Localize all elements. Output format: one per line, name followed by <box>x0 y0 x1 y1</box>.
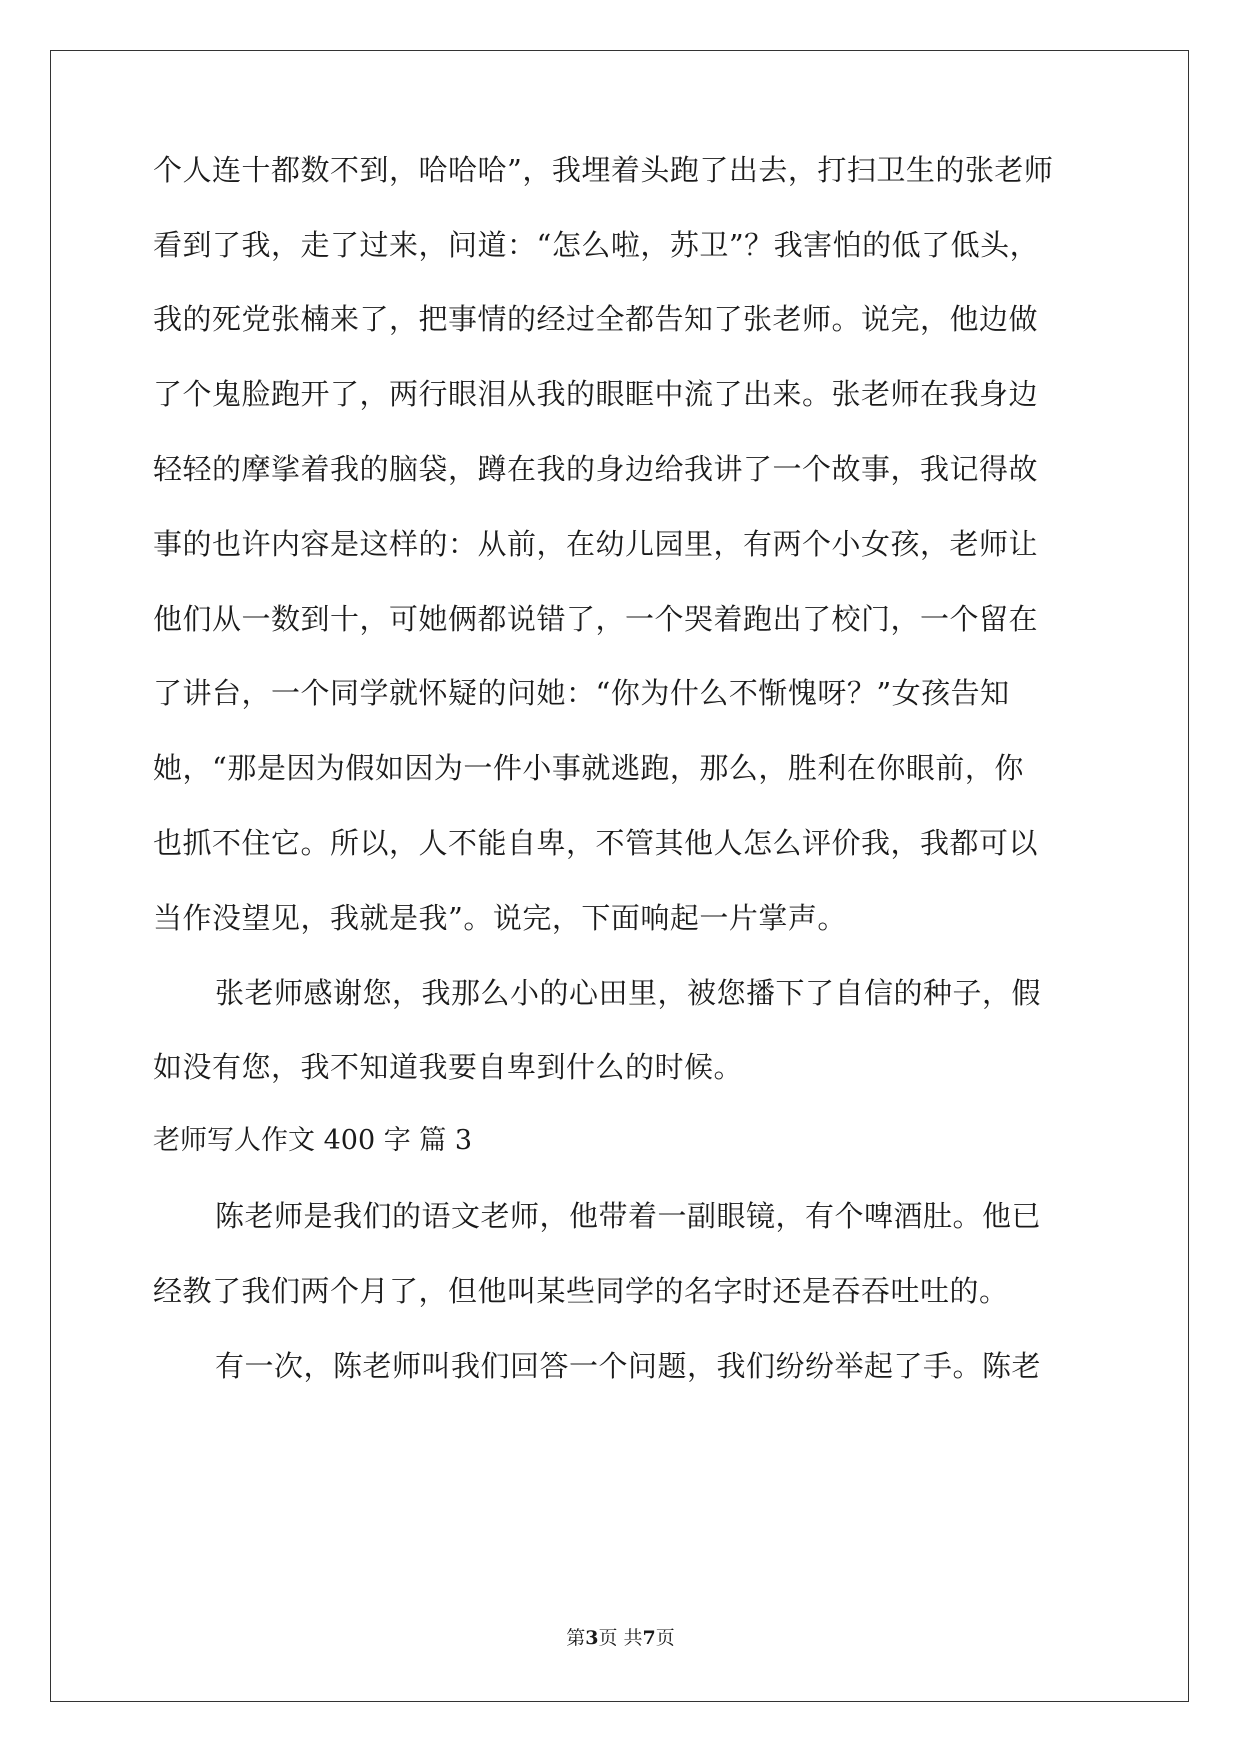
page-border <box>50 50 1189 1702</box>
body-line: 轻轻的摩挲着我的脑袋，蹲在我的身边给我讲了一个故事，我记得故 <box>153 452 1039 486</box>
body-line: 了讲台，一个同学就怀疑的问她：“你为什么不惭愧呀？”女孩告知 <box>153 676 1010 710</box>
body-line: 有一次，陈老师叫我们回答一个问题，我们纷纷举起了手。陈老 <box>215 1349 1042 1383</box>
body-line: 陈老师是我们的语文老师，他带着一副眼镜，有个啤酒肚。他已 <box>215 1199 1042 1233</box>
current-page-number: 3 <box>585 1627 599 1649</box>
body-line: 张老师感谢您，我那么小的心田里，被您播下了自信的种子，假 <box>215 976 1042 1010</box>
body-line: 当作没望见，我就是我”。说完，下面响起一片掌声。 <box>153 901 847 935</box>
footer-suffix: 页 <box>655 1627 675 1649</box>
footer-mid: 页 共 <box>598 1627 643 1649</box>
body-line: 个人连十都数不到，哈哈哈”，我埋着头跑了出去，打扫卫生的张老师 <box>153 153 1054 187</box>
body-line: 他们从一数到十，可她俩都说错了，一个哭着跑出了校门，一个留在 <box>153 602 1039 636</box>
body-line: 经教了我们两个月了，但他叫某些同学的名字时还是吞吞吐吐的。 <box>153 1274 1009 1308</box>
body-line: 她，“那是因为假如因为一件小事就逃跑，那么，胜利在你眼前，你 <box>153 751 1024 785</box>
body-line: 看到了我，走了过来，问道：“怎么啦，苏卫”？我害怕的低了低头， <box>153 228 1040 262</box>
body-line: 我的死党张楠来了，把事情的经过全都告知了张老师。说完，他边做 <box>153 302 1039 336</box>
body-line: 如没有您，我不知道我要自卑到什么的时候。 <box>153 1050 744 1084</box>
footer-prefix: 第 <box>566 1627 586 1649</box>
page-footer <box>0 1625 1241 1651</box>
body-line: 也抓不住它。所以，人不能自卑，不管其他人怎么评价我，我都可以 <box>153 826 1039 860</box>
section-heading: 老师写人作文 400 字 篇 3 <box>153 1125 473 1156</box>
body-line: 事的也许内容是这样的：从前，在幼儿园里，有两个小女孩，老师让 <box>153 527 1039 561</box>
body-line: 了个鬼脸跑开了，两行眼泪从我的眼眶中流了出来。张老师在我身边 <box>153 377 1039 411</box>
total-page-number: 7 <box>642 1627 656 1649</box>
